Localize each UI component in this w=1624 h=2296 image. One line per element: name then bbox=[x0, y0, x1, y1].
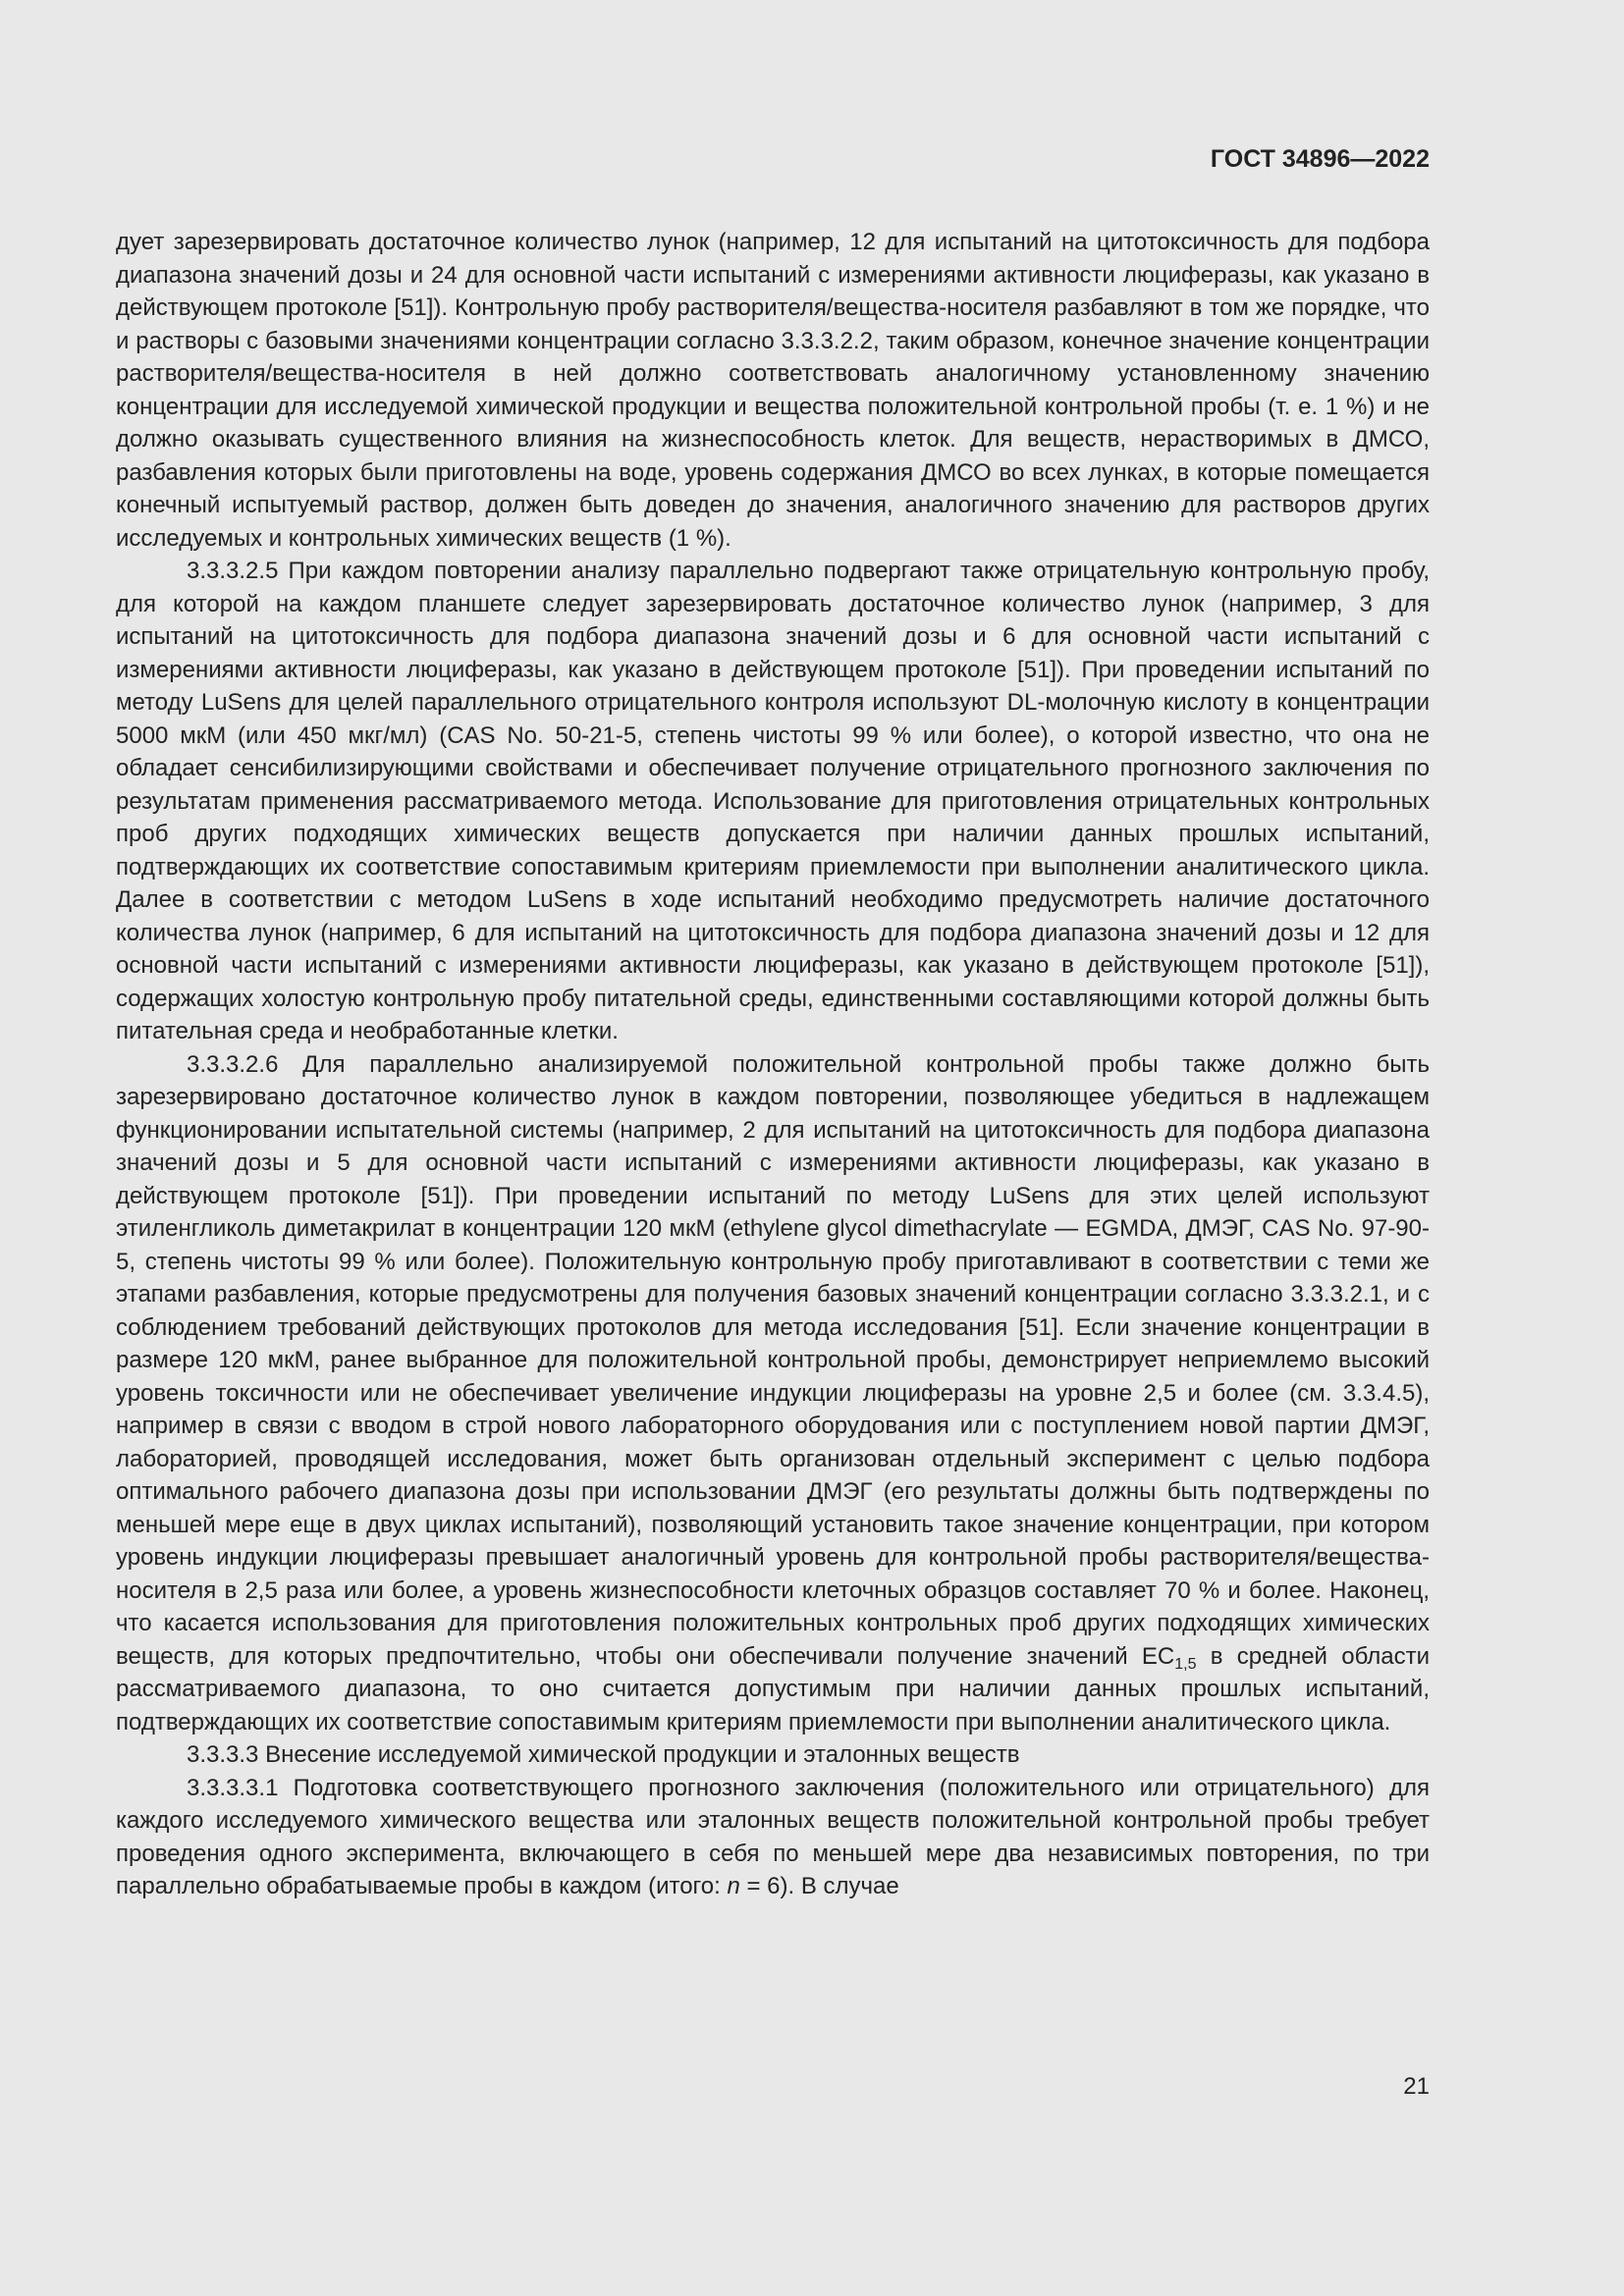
paragraph-3-3-3-3-1 bbox=[116, 1772, 1430, 1903]
subscript: 1,5 bbox=[1174, 1655, 1197, 1673]
page-number: 21 bbox=[1403, 2073, 1430, 2100]
paragraph-text-after: в средней области рассматриваемого диапазона, то оно считается допустимым при наличии данных прошлых испытаний, подтверждающих их соответствие сопоставимым критериям приемлемости при выполнении аналитического цикла. bbox=[116, 1642, 1430, 1735]
section-heading-3-3-3-3: 3.3.3.3 Внесение исследуемой химической продукции и эталонных веществ bbox=[187, 1741, 1020, 1768]
paragraph-text-after: = 6). В случае bbox=[739, 1873, 899, 1899]
paragraph-continuation: дует зарезервировать достаточное количество лунок (например, 12 для испытаний на цитотоксичность для подбора диапазона значений дозы и 24 для основной части испытаний с измерениями активности люциферазы, как указано в действующем протоколе [51]). Контрольную пробу растворителя/вещества-носителя разбавляют в том же порядке, что и растворы с базовыми значениями концентрации согласно 3.3.3.2.2, таким образом, конечное значение концентрации растворителя/вещества-носителя в ней должно соответствовать аналогичному установленному значению концентрации для исследуемой химической продукции и вещества положительной контрольной пробы (т. е. 1 %) и не должно оказывать существенного влияния на жизнеспособность клеток. Для веществ, нерастворимых в ДМСО, разбавления которых были приготовлены на воде, уровень содержания ДМСО во всех лунках, в которые помещается конечный испытуемый раствор, должен быть доведен до значения, аналогичного значению для растворов других исследуемых и контрольных химических веществ (1 %). bbox=[116, 229, 1430, 552]
paragraph-text: 3.3.3.2.6 Для параллельно анализируемой положительной контрольной пробы также должно быть зарезервировано достаточное количество лунок в каждом повторении, позволяющее убедиться в надлежащем функционировании испытательной системы (например, 2 для испытаний на цитотоксичность для подбора диапазона значений дозы и 5 для основной части испытаний с измерениями активности люциферазы, как указано в действующем протоколе [51]). При проведении испытаний по методу LuSens для этих целей используют этиленгликоль диметакрилат в концентрации 120 мкМ (ethylene glycol dimethacrylate — EGMDA, ДМЭГ, CAS No. 97-90-5, степень чистоты 99 % или более). Положительную контрольную пробу приготавливают в соответствии с теми же этапами разбавления, которые предусмотрены для получения базовых значений концентрации согласно 3.3.3.2.1, и с соблюдением требований действующих протоколов для метода исследования [51]. Если значение концентрации в размере 120 мкМ, ранее выбранное для положительной контрольной пробы, демонстрирует неприемлемо высокий уровень токсичности или не обеспечивает увеличение индукции люциферазы на уровне 2,5 и более (см. 3.3.4.5), например в связи с вводом в строй нового лабораторного оборудования или с поступлением новой партии ДМЭГ, лабораторией, проводящей исследования, может быть организован отдельный эксперимент с целью подбора оптимального рабочего диапазона дозы при использовании ДМЭГ (его результаты должны быть подтверждены по меньшей мере еще в двух циклах испытаний), позволяющий установить такое значение концентрации, при котором уровень индукции люциферазы превышает аналогичный уровень для контрольной пробы растворителя/вещества-носителя в 2,5 раза или более, а уровень жизнеспособности клеточных образцов составляет 70 % и более. Наконец, что касается использования для приготовления положительных контрольных проб других подходящих химических веществ, для которых предпочтительно, чтобы они обеспечивали получение значений EC bbox=[116, 1050, 1430, 1670]
document-standard-id: ГОСТ 34896—2022 bbox=[1210, 145, 1430, 173]
document-body bbox=[116, 226, 1430, 1903]
italic-variable: n bbox=[727, 1873, 740, 1899]
paragraph-text: 3.3.3.3.1 Подготовка соответствующего прогнозного заключения (положительного или отрицательного) для каждого исследуемого химического вещества или эталонных веществ положительной контрольной пробы требует проведения одного эксперимента, включающего в себя по меньшей мере два независимых повторения, по три параллельно обрабатываемые пробы в каждом (итого: bbox=[116, 1774, 1430, 1899]
paragraph-3-3-3-2-6 bbox=[116, 1048, 1430, 1739]
paragraph-3-3-3-2-5: 3.3.3.2.5 При каждом повторении анализу параллельно подвергают также отрицательную контрольную пробу, для которой на каждом планшете следует зарезервировать достаточное количество лунок (например, 3 для испытаний на цитотоксичность для подбора диапазона значений дозы и 6 для основной части испытаний с измерениями активности люциферазы, как указано в действующем протоколе [51]). При проведении испытаний по методу LuSens для целей параллельного отрицательного контроля используют DL-молочную кислоту в концентрации 5000 мкМ (или 450 мкг/мл) (CAS No. 50-21-5, степень чистоты 99 % или более), о которой известно, что она не обладает сенсибилизирующими свойствами и обеспечивает получение отрицательного прогнозного заключения по результатам применения рассматриваемого метода. Использование для приготовления отрицательных контрольных проб других подходящих химических веществ допускается при наличии данных прошлых испытаний, подтверждающих их соответствие сопоставимым критериям приемлемости при выполнении аналитического цикла. Далее в соответствии с методом LuSens в ходе испытаний необходимо предусмотреть наличие достаточного количества лунок (например, 6 для испытаний на цитотоксичность для подбора диапазона значений дозы и 12 для основной части испытаний с измерениями активности люциферазы, как указано в действующем протоколе [51]), содержащих холостую контрольную пробу питательной среды, единственными составляющими которой должны быть питательная среда и необработанные клетки. bbox=[116, 558, 1430, 1044]
